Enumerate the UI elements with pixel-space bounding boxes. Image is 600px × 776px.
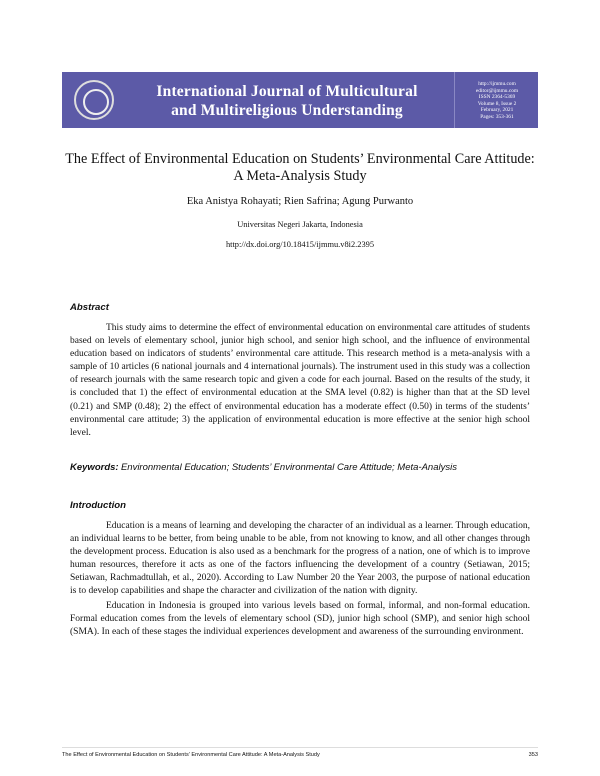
journal-date: February, 2021 [480,107,514,113]
journal-title-line: and Multireligious Understanding [171,102,403,119]
intro-paragraph: Education is a means of learning and developing the character of an individual as a learner. Through education, an individual learns to be better, from being unable to be able, from not knowing to know, and all other changes through the development process. Education is also used as a benchmark for the progress of a nation, one of which is to improve human resources, therefore it acts as one of the factors influencing the development of a country (Setiawan, 2015; Setiawan, Rachmadtullah, et al., 2020). According to Law Number 20 the Year 2003, the purpose of national education is to develop capabilities and shape the character and civilization of the nation with dignity. [70,521,530,597]
paper-title-line: The Effect of Environmental Education on Students’ Environmental Care Attitude: [65,151,535,167]
abstract-heading: Abstract [70,302,109,313]
paper-title-line: A Meta-Analysis Study [233,168,367,184]
page-footer [62,747,538,758]
keywords [70,462,457,473]
journal-title-line: International Journal of Multicultural [156,83,418,100]
abstract-text: This study aims to determine the effect of environmental education on environmental care attitudes of students based on levels of elementary school, junior high school, and senior high school, and the influence of environmental education based on indicators of students’ environmental care attitude. This research method is a meta-analysis with a sample of 10 articles (6 national journals and 4 international journals). The instrument used in this study was a collection of research journals with the same research topic and given a code for each journal. Based on the results of the study, it is concluded that 1) the effect of environmental education at the SMA level (0.82) is higher than that at the SD level (0.21) and SMP (0.48); 2) the effect of environmental education has a moderate effect (0.50) in terms of the students’ environmental care attitude; 3) the application of environmental education is more effective at the senior high school level. [70,323,530,438]
journal-url[interactable]: http://ijmmu.com [478,81,516,87]
journal-issn: ISSN 2364-5369 [478,94,516,100]
journal-meta [457,81,537,120]
keywords-label: Keywords: [70,462,119,473]
journal-banner [62,72,538,128]
journal-pages: Pages: 353-361 [480,113,514,120]
doi-link[interactable]: http://dx.doi.org/10.18415/ijmmu.v8i2.2395 [225,240,375,249]
affiliation: Universitas Negeri Jakarta, Indonesia [237,220,363,229]
journal-logo-icon [74,80,114,120]
intro-paragraph: Education in Indonesia is grouped into various levels based on formal, informal, and non-formal education. Formal education comes from the levels of elementary school (SD), junior high school (SMP), and senior high school (SMA). In each of these stages the individual experiences development and awareness of the surrounding environment. [70,601,530,638]
journal-title [122,82,452,120]
paper-title [40,151,560,185]
journal-email[interactable]: editor@ijmmu.com [475,87,519,94]
banner-divider [454,72,455,128]
page-number: 353 [528,752,538,758]
journal-volume: Volume 8, Issue 2 [477,100,517,107]
keywords-text: Environmental Education; Students’ Environmental Care Attitude; Meta-Analysis [120,462,457,473]
authors: Eka Anistya Rohayati; Rien Safrina; Agung Purwanto [186,196,414,207]
footer-text: The Effect of Environmental Education on Students’ Environmental Care Attitude: A Meta-Analysis Study [62,752,320,758]
introduction-heading: Introduction [70,500,126,511]
